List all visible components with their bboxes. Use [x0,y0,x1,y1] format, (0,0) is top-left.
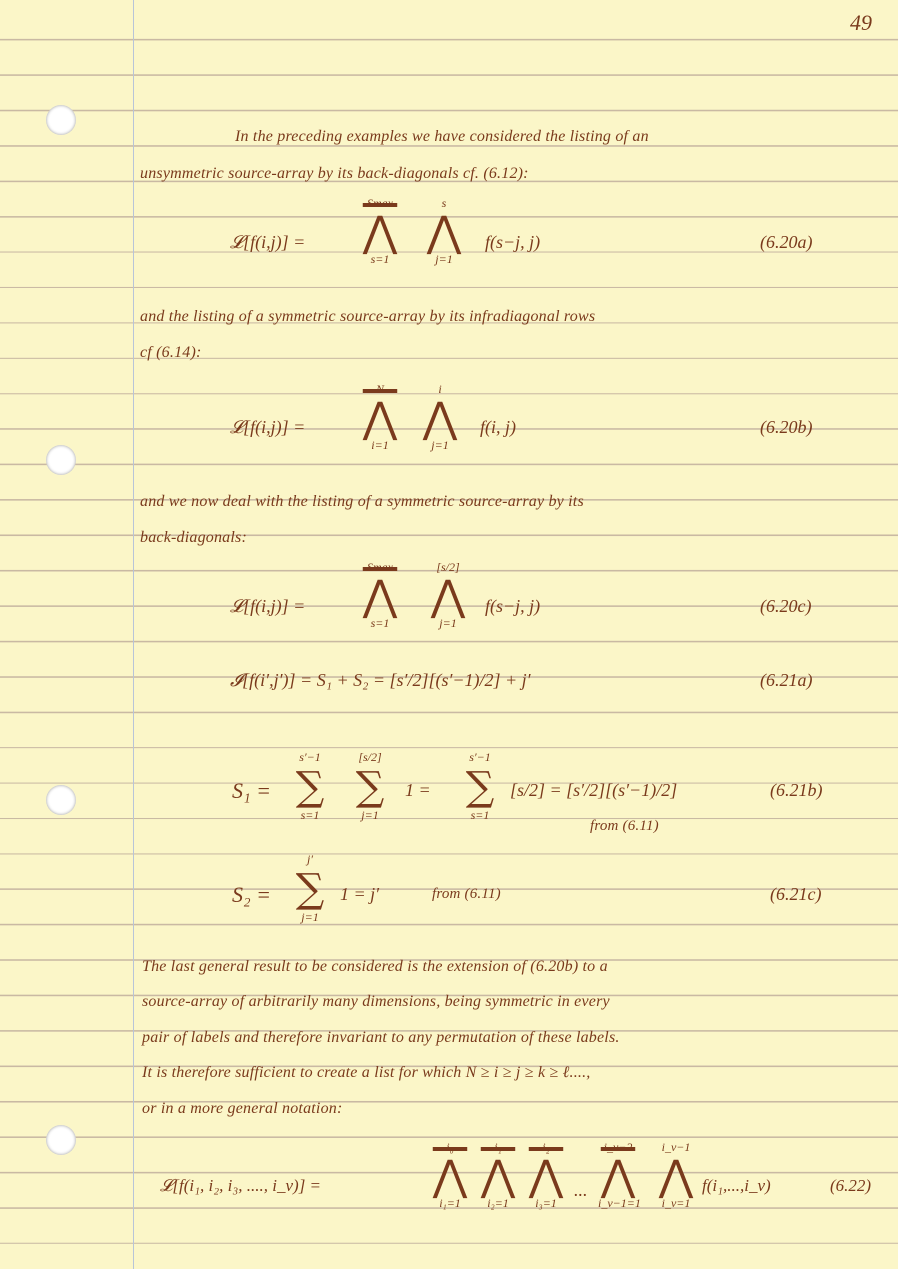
wedge-operator: i_ν−1 ⋀ i_ν=1 [656,1140,696,1211]
text-line: The last general result to be considered is the extension of (6.20b) to a [142,958,608,975]
text-line: and we now deal with the listing of a symmetric source-array by its [140,493,584,510]
eq-lhs: S₂ = [232,882,271,907]
eq-body: 𝓘[f(i′,j′)] = S₁ + S₂ = [s′/2][(s′−1)/2] + j′ [230,670,531,690]
eq-rhs: f(s−j, j) [485,596,541,616]
eq-note: from (6.11) [590,818,659,834]
upper-limit: i₀ [446,1140,454,1154]
sum-operator: s′−1 ∑ s=1 [455,750,505,824]
upper-limit: N [375,382,384,396]
wedge-operator: i₀ ⋀ i₁=1 [430,1140,470,1211]
lower-limit: i₁=1 [439,1196,461,1210]
wedge-operator: Smax ⋀ s=1 [360,196,400,267]
ellipsis: ... [574,1180,588,1200]
lower-limit: i₂=1 [487,1196,509,1210]
page-number: 49 [850,10,872,35]
eq-lhs: S₁ = [232,778,271,803]
equation-label: (6.21b) [770,780,823,800]
equation-label: (6.21a) [760,670,813,690]
lower-limit: s=1 [370,616,390,630]
wedge-operator: i₂ ⋀ i₃=1 [526,1140,566,1211]
lower-limit: j=1 [439,616,457,630]
upper-limit: s′−1 [299,750,321,764]
upper-limit: i₁ [494,1140,502,1154]
eq-rhs: [s/2] = [s′/2][(s′−1)/2] [510,780,678,800]
text-line: pair of labels and therefore invariant to any permutation of these labels. [142,1029,620,1046]
equation-label: (6.20b) [760,417,813,437]
wedge-operator: N ⋀ i=1 [360,382,400,453]
lower-limit: i₃=1 [535,1196,557,1210]
equation-label: (6.22) [830,1176,872,1195]
lower-limit: j=1 [361,808,379,822]
equation-label: (6.20a) [760,232,813,252]
upper-limit: i_ν−2 [603,1140,633,1154]
text-line: unsymmetric source-array by its back-diagonals cf. (6.12): [140,165,529,182]
eq-mid: 1 = [405,780,431,800]
upper-limit: [s/2] [436,560,460,574]
text-line: and the listing of a symmetric source-array by its infradiagonal rows [140,308,596,325]
wedge-operator: i ⋀ j=1 [420,382,460,453]
margin-line [133,0,134,1269]
eq-lhs: 𝓛[f(i,j)] = [230,232,306,252]
eq-rhs: f(i, j) [480,417,516,437]
punch-hole [46,105,76,135]
lower-limit: j=1 [435,252,453,266]
lower-limit: i_ν=1 [661,1196,691,1210]
lower-limit: i=1 [371,438,389,452]
lower-limit: s=1 [470,808,490,822]
wedge-operator: i₁ ⋀ i₂=1 [478,1140,518,1211]
lower-limit: s=1 [370,252,390,266]
upper-limit: j′ [307,852,313,866]
wedge-operator: [s/2] ⋀ j=1 [428,560,468,631]
eq-lhs: 𝓛[f(i,j)] = [230,596,306,616]
punch-hole [46,785,76,815]
upper-limit: s [441,196,447,210]
sum-operator: s′−1 ∑ s=1 [285,750,335,824]
text-line: source-array of arbitrarily many dimensions, being symmetric in every [142,993,610,1010]
text-line: cf (6.14): [140,344,202,361]
punch-hole [46,1125,76,1155]
eq-rhs: f(i₁,...,i_ν) [702,1176,771,1195]
sum-operator: [s/2] ∑ j=1 [345,750,395,824]
upper-limit: Smax [367,560,393,574]
equation-label: (6.21c) [770,884,822,904]
eq-note: from (6.11) [432,886,501,902]
upper-limit: [s/2] [358,750,382,764]
text-line: or in a more general notation: [142,1100,343,1117]
text-line: It is therefore sufficient to create a list for which N ≥ i ≥ j ≥ k ≥ ℓ...., [142,1064,591,1081]
upper-limit: Smax [367,196,393,210]
eq-rhs: 1 = j′ [340,884,380,904]
text-line: In the preceding examples we have considered the listing of an [235,128,649,145]
lower-limit: j=1 [431,438,449,452]
punch-hole [46,445,76,475]
text-line: back-diagonals: [140,529,247,546]
upper-limit: i_ν−1 [661,1140,691,1154]
equation-label: (6.20c) [760,596,812,616]
eq-lhs: 𝓛[f(i₁, i₂, i₃, ...., i_ν)] = [160,1176,322,1195]
upper-limit: i₂ [542,1140,550,1154]
lower-limit: j=1 [301,910,319,924]
sum-operator: j′ ∑ j=1 [285,852,335,926]
lower-limit: s=1 [300,808,320,822]
upper-limit: s′−1 [469,750,491,764]
eq-lhs: 𝓛[f(i,j)] = [230,417,306,437]
upper-limit: i [438,382,442,396]
wedge-operator: Smax ⋀ s=1 [360,560,400,631]
wedge-operator: s ⋀ j=1 [424,196,464,267]
wedge-operator: i_ν−2 ⋀ i_ν−1=1 [598,1140,641,1210]
lower-limit: i_ν−1=1 [598,1196,641,1210]
eq-rhs: f(s−j, j) [485,232,541,252]
